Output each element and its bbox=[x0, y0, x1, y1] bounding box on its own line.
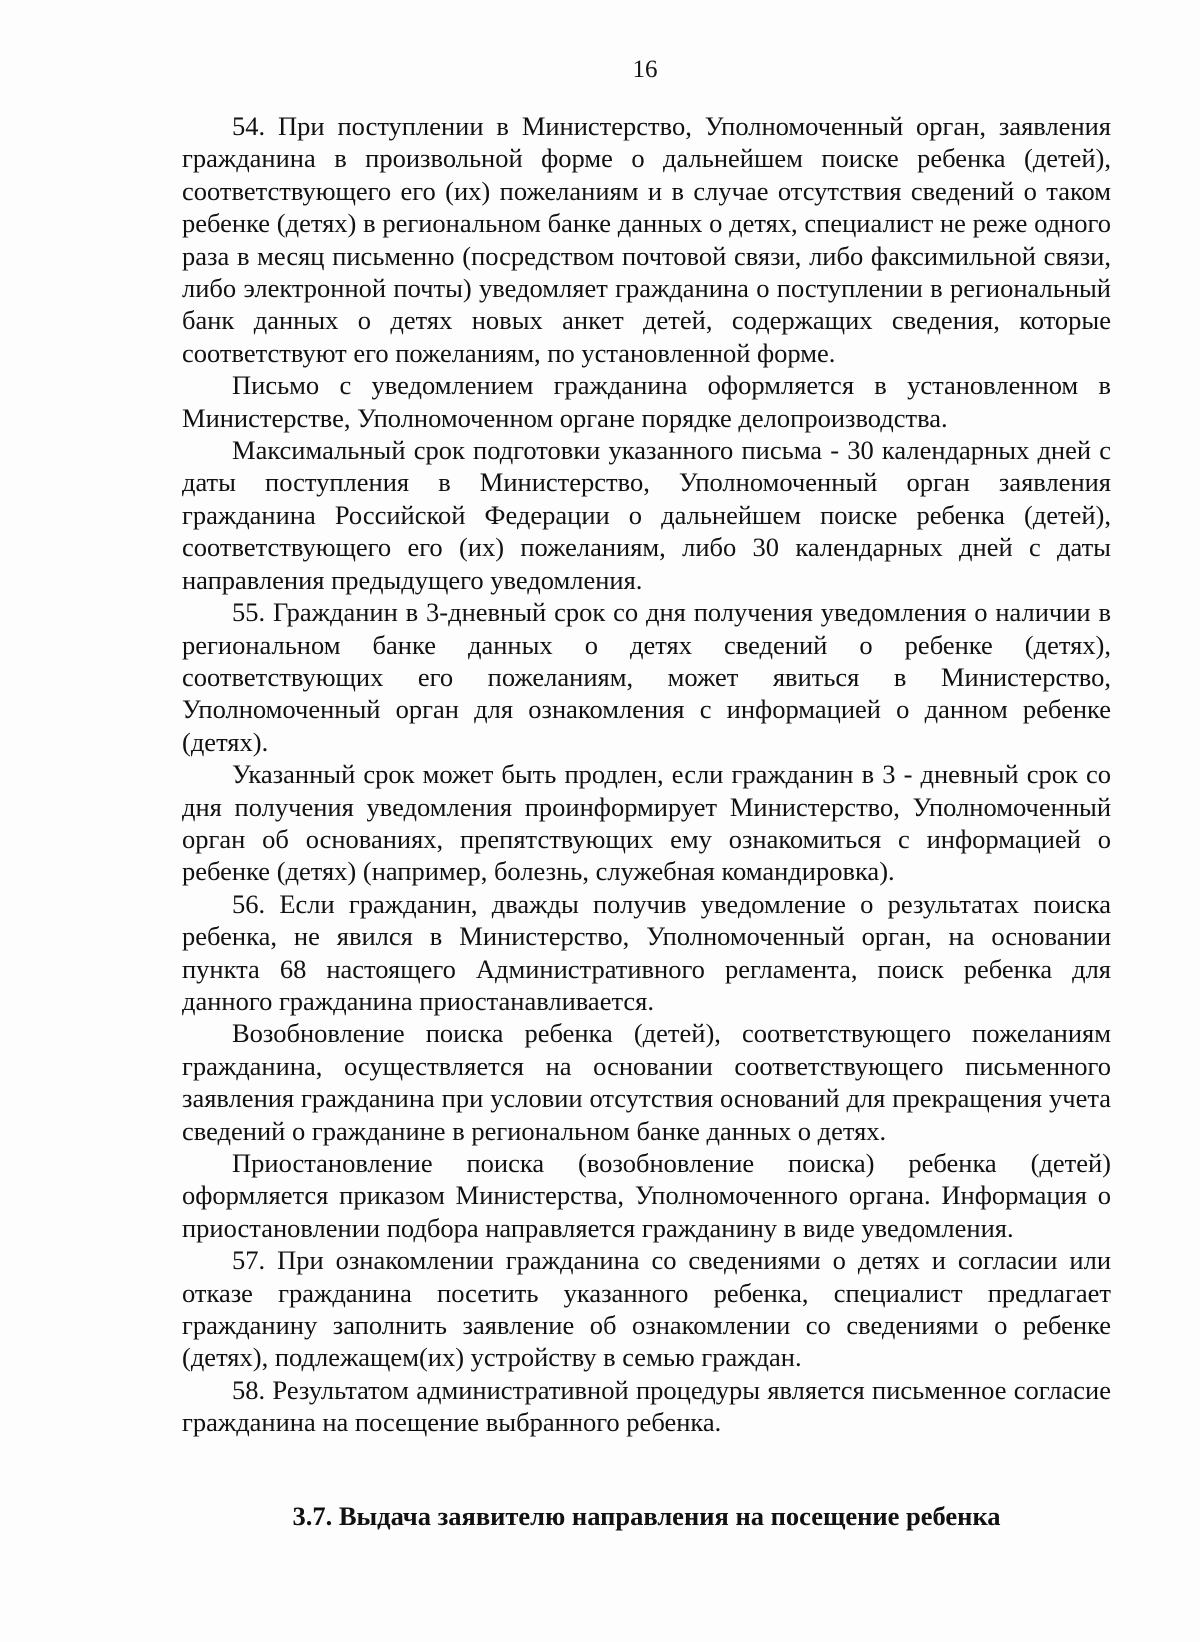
paragraph-56: 56. Если гражданин, дважды получив уведомление о результатах поиска ребенка, не явился в Министерство, Уполномоченный орган, на основании пункта 68 настоящего Административного регламента, поиск ребенка для данного гражданина приостанавливается. bbox=[182, 888, 1111, 1016]
paragraph-search-suspend: Приостановление поиска (возобновление поиска) ребенка (детей) оформляется приказом Министерства, Уполномоченного органа. Информация о приостановлении подбора направляется гражданину в виде уведомления. bbox=[182, 1148, 1111, 1243]
paragraph-search-resume: Возобновление поиска ребенка (детей), соответствующего пожеланиям гражданина, осуществляется на основании соответствующего письменного заявления гражданина при условии отсутствия оснований для прекращения учета сведений о гражданине в региональном банке данных о детях. bbox=[182, 1018, 1111, 1146]
page-number: 16 bbox=[632, 56, 658, 83]
paragraph-57: 57. При ознакомлении гражданина со сведениями о детях и согласии или отказе гражданина посетить указанного ребенка, специалист предлагает гражданину заполнить заявление об ознакомлении со сведениями о ребенке (детях), подлежащем(их) устройству в семью граждан. bbox=[182, 1245, 1111, 1373]
document-body bbox=[182, 110, 1111, 1439]
paragraph-58: 58. Результатом административной процедуры является письменное согласие гражданина на посещение выбранного ребенка. bbox=[182, 1374, 1111, 1438]
paragraph-max-term: Максимальный срок подготовки указанного письма - 30 календарных дней с даты поступления в Министерство, Уполномоченный орган заявления гражданина Российской Федерации о дальнейшем поиске ребенка (детей), соответствующего его (их) пожеланиям, либо 30 календарных дней с даты направления предыдущего уведомления. bbox=[182, 435, 1111, 595]
section-heading: 3.7. Выдача заявителю направления на посещение ребенка bbox=[292, 1501, 1001, 1531]
paragraph-term-extension: Указанный срок может быть продлен, если гражданин в 3 - дневный срок со дня получения уведомления проинформирует Министерство, Уполномоченный орган об основаниях, препятствующих ему ознакомиться с информацией о ребенке (детях) (например, болезнь, служебная командировка). bbox=[182, 759, 1111, 887]
paragraph-letter-form: Письмо с уведомлением гражданина оформляется в установленном в Министерстве, Уполномоченном органе порядке делопроизводства. bbox=[182, 370, 1111, 433]
paragraph-55: 55. Гражданин в 3-дневный срок со дня получения уведомления о наличии в региональном банке данных о детях сведений о ребенке (детях), соответствующих его пожеланиям, может явиться в Министерство, Уполномоченный орган для ознакомления с информацией о данном ребенке (детях). bbox=[182, 597, 1111, 757]
paragraph-54: 54. При поступлении в Министерство, Уполномоченный орган, заявления гражданина в произвольной форме о дальнейшем поиске ребенка (детей), соответствующего его (их) пожеланиям и в случае отсутствия сведений о таком ребенке (детях) в региональном банке данных о детях, специалист не реже одного раза в месяц письменно (посредством почтовой связи, либо факсимильной связи, либо электронной почты) уведомляет гражданина о поступлении в региональный банк данных о детях новых анкет детей, содержащих сведения, которые соответствуют его пожеланиям, по установленной форме. bbox=[182, 111, 1111, 368]
